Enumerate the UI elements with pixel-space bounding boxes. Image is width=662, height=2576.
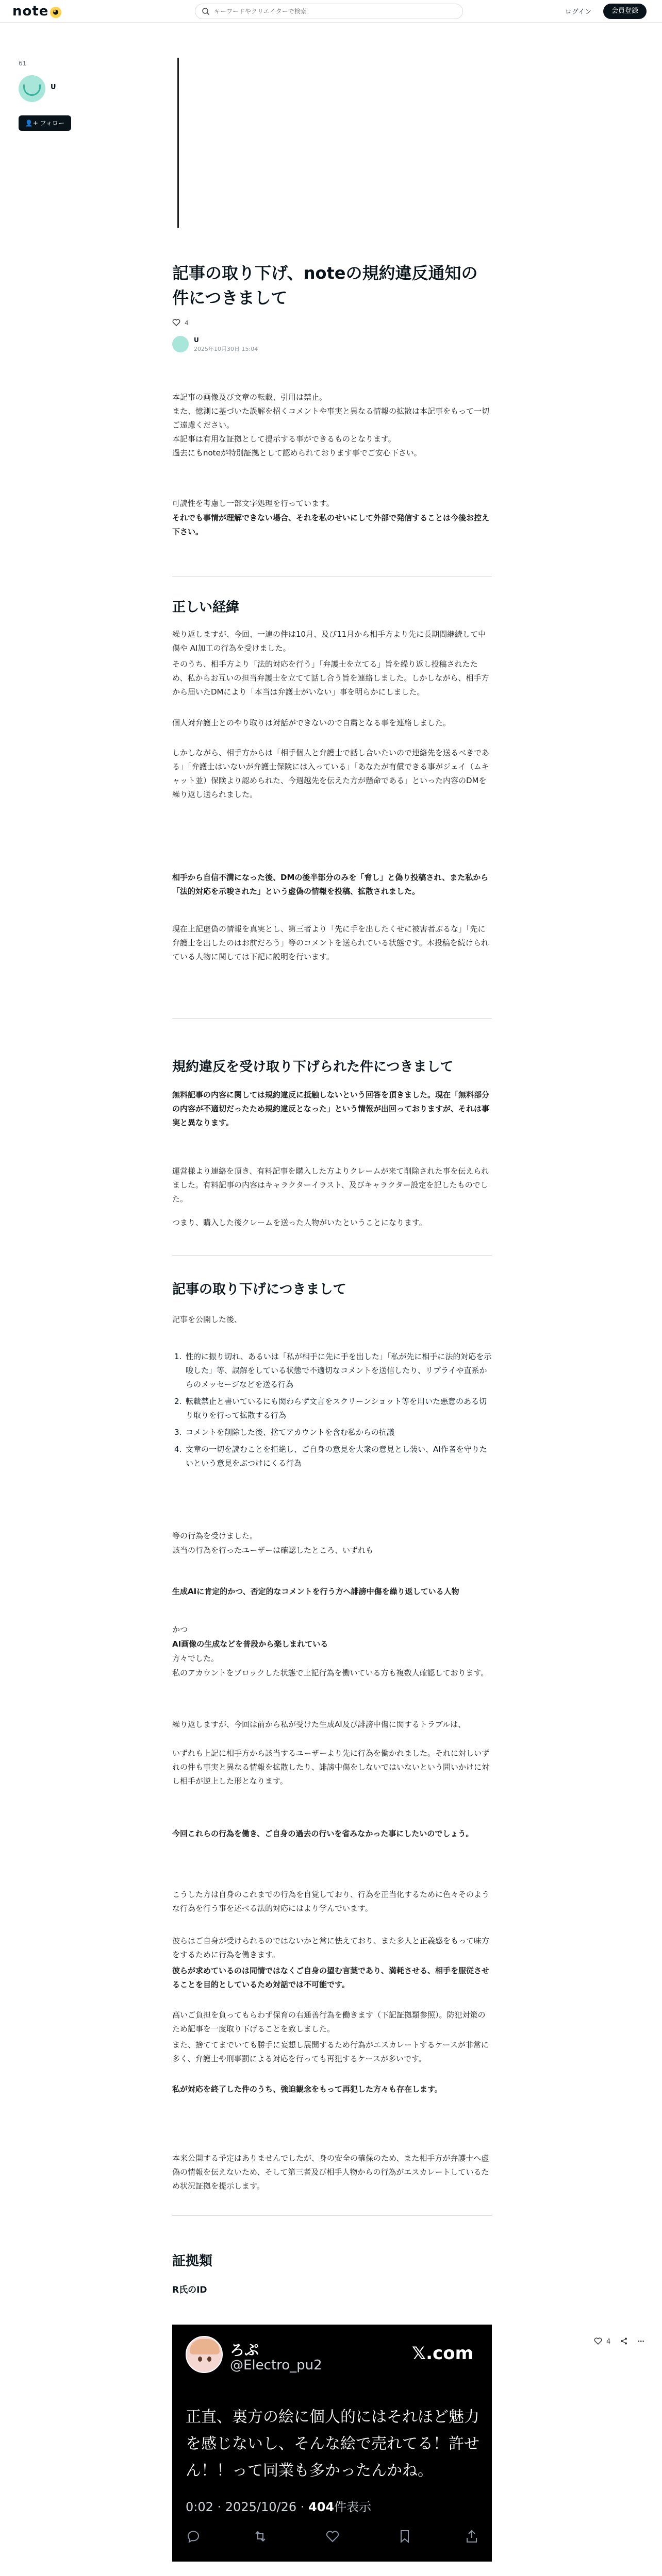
section-heading: 証拠類 <box>172 2253 213 2269</box>
paragraph: 私のアカウントをブロックした状態で上記行為を働いている方も複数人確認しております。 <box>172 1668 489 1677</box>
paragraph: 運営様より連絡を頂き、有料記事を購入した方よりクレームが来て削除された事を伝えられました。有料記事の内容はキャラクターイラスト、及びキャラクター設定を記したものでした。 <box>172 1166 489 1204</box>
paragraph: こうした方は自身のこれまでの行為を自覚しており、行為を正当化するために色々そのような行為を行う事を述べる法的対応にはより学んでいます。 <box>172 1890 490 1913</box>
paragraph: 個人対弁護士とのやり取りは対話ができないので自粛となる事を連絡しました。 <box>172 718 451 727</box>
x-logo: 𝕏.com <box>411 2343 473 2364</box>
top-bar <box>0 0 662 23</box>
side-like-count: 4 <box>606 2338 611 2346</box>
paragraph-bold: 無料記事の内容に関しては規約違反に抵触しないという回答を頂きました。現在「無料部分の内容が不適切だったため規約違反となった」という情報が出回っておりますが、それは事実と異なります。 <box>172 1090 490 1127</box>
tweet-card <box>172 2325 492 2562</box>
paragraph: かつ <box>172 1625 188 1634</box>
divider <box>172 2215 492 2216</box>
intro-line: 本記事は有用な証拠として提示する事ができるものとなります。 <box>172 434 396 444</box>
follow-button[interactable]: 👤+ フォロー <box>19 115 71 131</box>
intro-line: 本記事の画像及び文章の転載、引用は禁止。 <box>172 393 327 402</box>
side-reaction-bar <box>594 2337 645 2346</box>
list-item: 2. 転載禁止と書いているにも関わらず文言をスクリーンショット等を用いた悪意のある切り取りを行って拡散する行為 <box>174 1397 487 1420</box>
more-icon[interactable]: ⋯ <box>637 2338 645 2346</box>
paragraph: 等の行為を受けました。 <box>172 1531 258 1540</box>
tweet-handle: @Electro_pu2 <box>230 2358 322 2373</box>
paragraph-bold: 生成AIに肯定的かつ、否定的なコメントを行う方へ誹謗中傷を繰り返している人物 <box>172 1587 459 1596</box>
section-heading: 正しい経緯 <box>172 600 240 615</box>
creator-avatar[interactable] <box>19 75 45 102</box>
paragraph: しかしながら、相手方からは「相手個人と弁護士で話し合いたいので連絡先を送るべきである」「弁護士はいないが弁護士保険には入っている」「あなたが有償できる事がジェイ（ムキャット並）保険より認められた、今週越先を伝えた方が懸命である」といった内容のDMを繰り返し送られました。 <box>172 748 490 799</box>
paragraph-bold: 彼らが求めているのは同情ではなくご自身の望む言葉であり、満耗させる、相手を服従させることを目的としているため対話では不可能です。 <box>172 1966 490 1989</box>
tweet-avatar <box>186 2336 223 2373</box>
share-icon[interactable] <box>620 2337 628 2345</box>
share-upload-icon <box>464 2529 479 2544</box>
paragraph: 彼らはご自身が受けられるのではないかと常に怯えており、また多人と正義感をもって味方をするために行為を働きます。 <box>172 1936 490 1959</box>
paragraph-bold: 私が対応を終了した件のうち、強迫観念をもって再犯した方々も存在します。 <box>172 2084 442 2094</box>
divider <box>172 576 492 577</box>
divider <box>172 1018 492 1019</box>
tweet-text: 正直、裏方の絵に個人的にはそれほど魅力を感じないし、そんな絵で売れてる！許せん！！って同業も多かったんかね。 <box>186 2408 479 2480</box>
paragraph: 本来公開する予定はありませんでしたが、身の安全の確保のため、また相手方が弁護士へ虚偽の情報を伝えないため、そして第三者及び相手人物からの行為がエスカレートしているため状況証拠を提示します。 <box>172 2154 489 2191</box>
creator-count: 61 <box>19 60 27 67</box>
note-logo[interactable]: note ◕ <box>12 4 61 19</box>
paragraph: 記事を公開した後、 <box>172 1315 242 1324</box>
paragraph: そのうち、相手方より「法的対応を行う」「弁護士を立てる」旨を繰り返し投稿されたため、私からお互いの担当弁護士を立てて話し合う旨を連絡しました。しかしながら、相手方から届いたDMにより「本当は弁護士がいない」事を明らかにしました。 <box>172 659 489 697</box>
retweet-icon <box>253 2529 268 2544</box>
paragraph-bold: 今回これらの行為を働き、ご自身の過去の行いを省みなかった事にしたいのでしょう。 <box>172 1829 474 1838</box>
paragraph: 方々でした。 <box>172 1654 219 1663</box>
intro-note: 可読性を考慮し一部文字処理を行っています。 <box>172 499 334 508</box>
paragraph-bold: 相手から自信不満になった後、DMの後半部分のみを「脅し」と偽り投稿され、また私から「法的対応を示唆された」という虚偽の情報を投稿、拡散されました。 <box>172 873 489 896</box>
logo-face-icon: ◕ <box>50 7 61 18</box>
tweet-actions <box>186 2529 479 2544</box>
intro-line: 過去にもnoteが特別証拠として認められております事でご安心下さい。 <box>172 448 422 457</box>
author-name[interactable]: U <box>194 336 199 344</box>
paragraph: 高いご負担を負ってもらわず保育の右通善行為を働きます（下記証拠類参照）。防犯対策のため記事を一度取り下げることを致しました。 <box>172 2010 486 2033</box>
search-input[interactable] <box>214 6 451 16</box>
header-image-line <box>177 58 179 228</box>
paragraph: つまり、購入した後クレームを送った人物がいたということになります。 <box>172 1218 427 1227</box>
intro-warning: それでも事情が理解できない場合、それを私のせいにして外部で発信することは今後お控え下さい。 <box>172 513 490 536</box>
tweet-meta: 0:02 · 2025/10/26 · 404件表示 <box>186 2500 372 2514</box>
paragraph: 繰り返しますが、今回は前から私が受けた生成AI及び誹謗中傷に関するトラブルは、 <box>172 1720 466 1729</box>
paragraph: 繰り返しますが、今回、一連の件は10月、及び11月から相手方より先に長期間継続して中傷や AI加工の行為を受けました。 <box>172 630 486 653</box>
tweet-name: ろぷ <box>230 2342 259 2359</box>
paragraph: また、捨ててまでいても勝手に妄想し展開するため行為がエスカレートするケースが非常に多く、弁護士や刑事罰による対応を行っても再犯するケースが多いです。 <box>172 2040 489 2063</box>
intro-line: また、憶測に基づいた誤解を招くコメントや事実と異なる情報の拡散は本記事をもって一切ご遠慮ください。 <box>172 406 490 430</box>
intro-block <box>172 391 492 460</box>
author-avatar[interactable] <box>172 336 189 352</box>
evidence-subtitle: R氏のID <box>172 2285 207 2295</box>
paragraph: 現在上記虚偽の情報を真実とし、第三者より「先に手を出したくせに被害者ぶるな」「先に弁護士を出したのはお前だろう」等のコメントを送られている状態です。本投稿を続けられている人物に関しては下記に説明を行います。 <box>172 924 489 961</box>
signup-button[interactable]: 会員登録 <box>603 4 647 19</box>
article-title: 記事の取り下げ、noteの規約違反通知の件につきまして <box>172 263 478 308</box>
search-box[interactable] <box>195 4 463 19</box>
creator-name[interactable]: U <box>51 83 56 91</box>
incident-list <box>172 1350 492 1470</box>
bookmark-icon <box>397 2529 412 2544</box>
paragraph: いずれも上記に相手方から該当するユーザーより先に行為を働かれました。それに対しいずれの件も事実と異なる情報を拡散したり、誹謗中傷をしないではいないという問いかけに対し相手が逆上した形となります。 <box>172 1749 490 1786</box>
like-count: 4 <box>185 319 189 327</box>
like-row[interactable] <box>172 318 189 327</box>
search-icon <box>202 7 210 15</box>
heart-icon[interactable] <box>172 318 180 327</box>
section-heading: 規約違反を受け取り下げられた件につきまして <box>172 1059 454 1075</box>
list-item: 3. コメントを削除した後、捨てアカウントを含む私からの抗議 <box>174 1428 394 1437</box>
side-heart-icon[interactable] <box>594 2337 602 2345</box>
paragraph: 該当の行為を行ったユーザーは確認したところ、いずれも <box>172 1546 374 1555</box>
list-item: 4. 文章の一切を読むことを拒絶し、ご自身の意見を大衆の意見とし装い、AI作者を守りたいという意見をぶつけにくる行為 <box>174 1445 487 1468</box>
list-item: 1. 性的に振り切れ、あるいは「私が相手に先に手を出した」「私が先に相手に法的対応を示唆した」等、誤解をしている状態で不適切なコメントを送信したり、リプライや直系からのメッセージなどを送る行為 <box>174 1352 492 1389</box>
paragraph-bold: AI画像の生成などを普段から楽しまれている <box>172 1639 328 1649</box>
user-plus-icon: 👤+ <box>25 120 38 127</box>
reply-icon <box>186 2529 201 2544</box>
divider <box>172 1255 492 1256</box>
login-link[interactable]: ログイン <box>565 8 592 16</box>
post-date: 2025年10月30日 15:04 <box>194 346 258 352</box>
section-heading: 記事の取り下げにつきまして <box>172 1282 346 1297</box>
avatar-smile-icon <box>23 84 41 96</box>
like-icon <box>325 2529 340 2544</box>
